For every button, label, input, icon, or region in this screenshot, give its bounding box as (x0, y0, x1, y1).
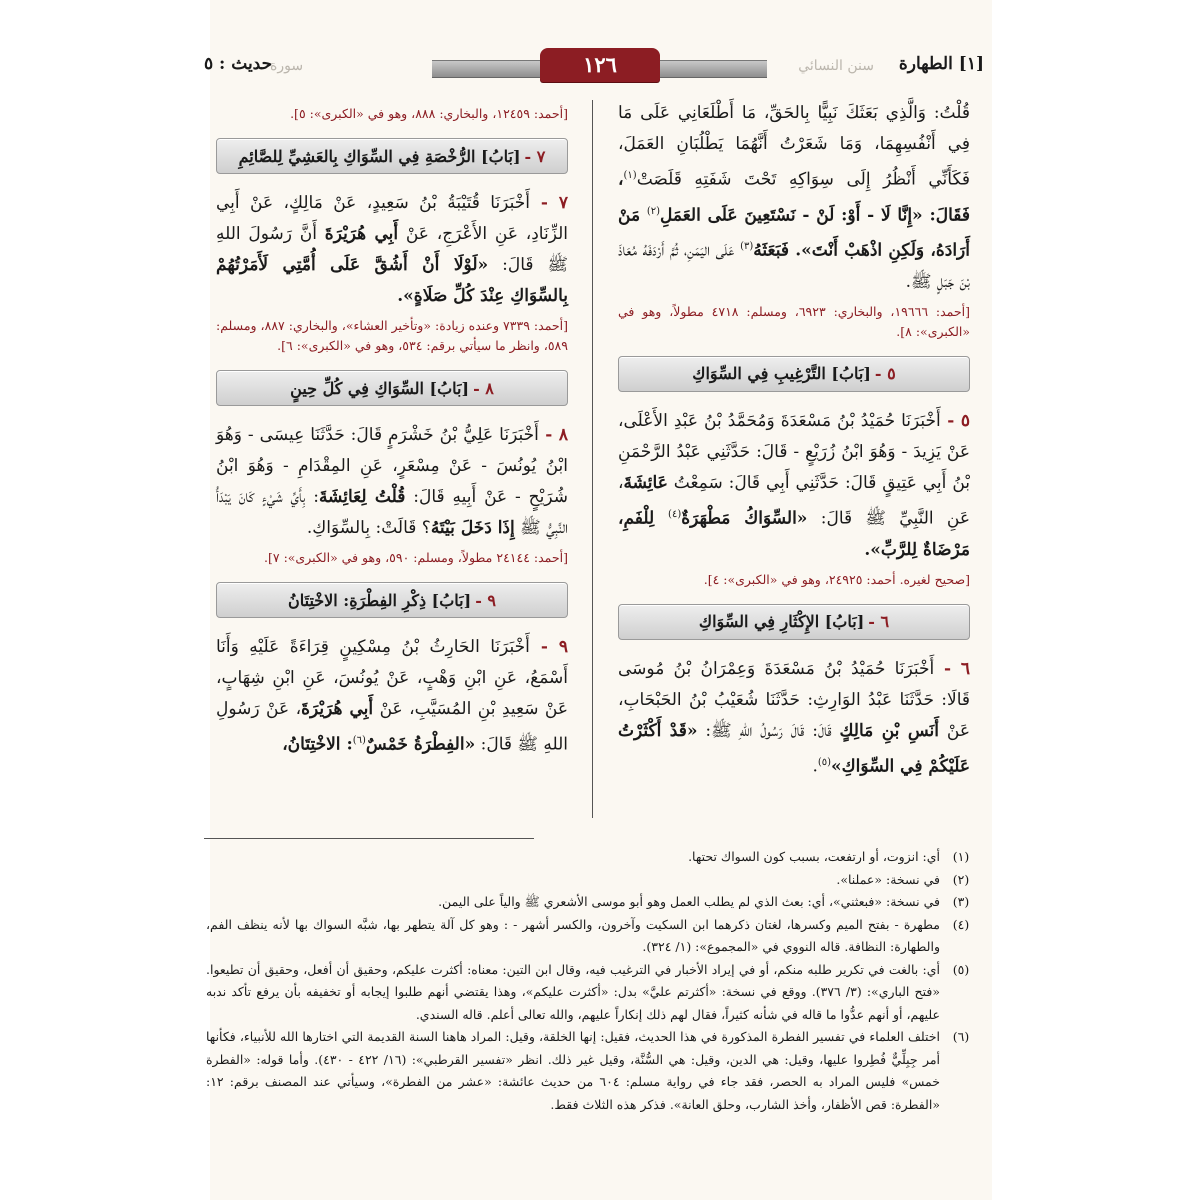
left-column (216, 98, 568, 833)
chapter-number: ٩ - (475, 585, 496, 616)
text: : بِأَيِّ شَيْءٍ كَانَ يَبْدَأُ النَّبِيُّ ﷺ (216, 487, 568, 538)
footnote-number: (٢) (952, 871, 970, 887)
column-divider (592, 100, 593, 818)
text: قَالَ: قَالَ رَسُولُ اللهِ ﷺ: (697, 720, 840, 741)
chapter-heading-9 (216, 582, 568, 618)
narrator-name: أَبِي هُرَيْرَةَ (324, 224, 399, 244)
footnote-3 (206, 891, 982, 914)
text: أَخْبَرَنَا الحَارِثُ بْنُ مِسْكِينٍ قِرَاءَةً عَلَيْهِ وَأَنَا أَسْمَعُ، عَنِ ابْنِ وَهْبٍ، عَنْ يُونُسَ، عَنِ ابْنِ شِهَابٍ، عَنْ سَعِيدِ بْنِ المُسَيَّبِ، عَنْ (216, 637, 569, 719)
chapter-heading-6 (618, 604, 970, 640)
narrator-name: عَائِشَةَ (623, 472, 668, 493)
chapter-title: [١] الطهارة (898, 54, 984, 74)
faded-left-title: سورة (270, 58, 304, 74)
chapter-heading-7 (216, 138, 568, 174)
footnote-text: اختلف العلماء في تفسير الفطرة المذكورة في هذا الحديث، فقيل: إنها الخلقة، وقيل: المراد هاهنا السنة القديمة التي اختارها الله للأنبياء، فكأنها أمر جِبِلِّيٌّ فُطِروا عليها، وقيل: هي الدين، وقيل: هي السُّنَّة، وقيل غير ذلك. انظر «تفسير القرطبي»: (١٦/ ٤٢٢ - ٤٣٠). وأما قوله: «الفطرة خمس» فليس المراد به الحصر، فقد جاء في رواية مسلم: ٦٠٤ من حديث عائشة: «عشر من الفطرة»، وسيأتي عند المصنف برقم: ١٢: «الفطرة: قص الأظفار، وأخذ الشارب، وحلق العانة». فذكر هذه الثلاث فقط. (206, 1029, 941, 1112)
hadith-number: ٩ - (530, 637, 568, 657)
faded-running-title: سنن النسائي (798, 58, 874, 74)
hadith-number: ٦ - (934, 659, 970, 679)
hadith-reference: [أحمد: ١٩٦٦٦، والبخاري: ٦٩٢٣، ومسلم: ٤٧١٨ مطولاً، وهو في «الكبرى»: ٨]. (618, 303, 970, 339)
narrator-name: أَبِي هُرَيْرَةَ (301, 699, 374, 719)
text: أَنَّ رَسُولَ اللهِ ﷺ قَالَ: (216, 224, 569, 275)
chapter-number: ٥ - (875, 358, 896, 389)
footnote-text: أي: بالغت في تكرير طلبه منكم، أو في إيراد الأخبار في الترغيب فيه، وقال ابن التين: معناه: أكثرت عليكم، وحقيق أن أفعل، وحقيق أن تطيعوا. «فتح الباري»: (٣/ ٣٧٦). ووقع في نسخة: «أكثرتم عليَّ» بدل: «أكثرت عليكم»، وهذا يقتضي أنهم طلبوا إيجابه أو تخفيفه بأن يرفع تأكد ندبه عليهم، أو أنهم عدُّوا ما قاله في شأنه كثيراً، فقال لهم ذلك إنكاراً عليهم، والله تعالى أعلم. قاله السندي. (206, 961, 940, 1022)
hadith-7 (216, 188, 568, 312)
chapter-title: [بَابُ] الرُّخْصَةِ فِي السِّوَاكِ بِالعَشِيِّ لِلصَّائِمِ (238, 146, 521, 166)
prophet-quote: «لَوْلَا أَنْ أَشُقَّ عَلَى أُمَّتِي لَأَمَرْتُهُمْ بِالسِّوَاكِ عِنْدَ كُلِّ صَلَاةٍ». (216, 255, 568, 306)
chapter-number: ٦ - (868, 606, 889, 637)
right-column (618, 98, 970, 833)
hadith-8 (216, 420, 568, 544)
chapter-title: [بَابُ] الإِكْثَارِ فِي السِّوَاكِ (698, 612, 865, 632)
footnote-number: (١) (952, 849, 970, 864)
footnote-ref[interactable]: (٦) (352, 735, 366, 746)
footnote-6 (206, 1026, 982, 1116)
text: أَخْبَرَنَا عَلِيُّ بْنُ خَشْرَمٍ قَالَ: حَدَّثَنَا عِيسَى - وَهُوَ ابْنُ يُونُسَ - عَنْ مِسْعَرٍ، عَنِ المِقْدَامِ - وَهُوَ ابْنُ شُرَيْحٍ - عَنْ أَبِيهِ قَالَ: (216, 425, 568, 507)
text: . (812, 756, 818, 777)
chapter-title: [بَابُ] السِّوَاكِ فِي كُلِّ حِينٍ (290, 378, 470, 398)
hadith-5 (618, 406, 970, 566)
footnote-number: (٤) (952, 916, 970, 932)
hadith-reference: [أحمد: ٢٤١٤٤ مطولاً، ومسلم: ٥٩٠، وهو في «الكبرى»: ٧]. (264, 550, 568, 565)
prophet-quote: : الاخْتِتَانُ، (282, 734, 353, 755)
prophet-quote: مَنْ أَرَادَهُ، وَلَكِنِ اذْهَبْ أَنْتَ». فَبَعَثَهُ (618, 205, 970, 261)
text: أَخْبَرَنَا حُمَيْدُ بْنُ مَسْعَدَةَ وَمُحَمَّدُ بْنُ عَبْدِ الأَعْلَى، عَنْ يَزِيدَ - وَهُوَ ابْنُ زُرَيْعٍ - قَالَ: حَدَّثَنِي عَبْدُ الرَّحْمَنِ بْنُ أَبِي عَتِيقٍ قَالَ: حَدَّثَنِي أَبِي قَالَ: سَمِعْتُ (618, 410, 970, 493)
prophet-quote: إِذَا دَخَلَ بَيْتَهُ (430, 518, 515, 538)
footnote-ref[interactable]: (٤) (668, 508, 682, 520)
footnote-5 (206, 959, 982, 1027)
prophet-quote: «الفِطْرَةُ خَمْسٌ (365, 734, 476, 755)
narrator-name: أَنَسِ بْنِ مَالِكٍ (839, 720, 939, 741)
hadith-4-continuation (618, 98, 970, 298)
footnote-ref[interactable]: (٣) (740, 241, 754, 253)
hadith-6 (618, 654, 970, 783)
footnote-number: (٦) (952, 1029, 970, 1044)
chapter-number: ٧ - (525, 141, 546, 172)
text: ، عَنْ رَسُولِ اللهِ ﷺ قَالَ: (216, 699, 568, 755)
hadith-label: حديث : ٥ (204, 54, 273, 74)
page-number-badge: ١٢٦ (540, 48, 660, 82)
chapter-heading-5 (618, 356, 970, 392)
footnote-text: في نسخة: «فبعثني»، أي: بعث الذي لم يطلب العمل وهو أبو موسى الأشعري ﷺ والياً على اليمن. (438, 894, 940, 909)
hadith-reference: [أحمد: ٧٣٣٩ وعنده زيادة: «وتأخير العشاء»، والبخاري: ٨٨٧، ومسلم: ٥٨٩، وانظر ما سيأتي برقم: ٥٣٤، وهو في «الكبرى»: ٦]. (216, 318, 568, 353)
page-header (204, 48, 992, 88)
prophet-quote: لِلْفَمِ، مَرْضَاةٌ لِلرَّبِّ». (618, 508, 970, 560)
footnote-text: أي: انزوت، أو ارتفعت، بسبب كون السواك تحتها. (688, 849, 940, 864)
prophet-quote: «السِّوَاكُ مَطْهَرَةٌ (681, 508, 808, 529)
narrator-name: قُلْتُ لِعَائِشَةَ (318, 487, 406, 507)
text: ؟ قَالَتْ: بِالسِّوَاكِ. (306, 518, 431, 538)
hadith-reference: [أحمد: ١٢٤٥٩، والبخاري: ٨٨٨، وهو في «الكبرى»: ٥]. (290, 106, 568, 121)
footnote-ref[interactable]: (٢) (646, 205, 661, 217)
footnote-2 (206, 869, 982, 892)
book-page (204, 0, 992, 1200)
footnote-ref[interactable]: (١) (623, 170, 637, 181)
footnotes (206, 846, 982, 1116)
footnote-4 (206, 914, 982, 959)
footnote-text: مطهرة - بفتح الميم وكسرها، لغتان ذكرهما ابن السكيت وآخرون، والكسر أشهر - : وهو كل آلة يتطهر بها، شبَّه السواك بها لأنه ينظف الفم، والطهارة: النظافة. قاله النووي في «المجموع»: (١/ ٣٢٤). (206, 916, 940, 954)
text: قُلْتُ: وَالَّذِي بَعَثَكَ نَبِيًّا بِالحَقِّ، مَا أَطْلَعَانِي عَلَى مَا فِي أَنْفُسِهِمَا، وَمَا شَعَرْتُ أَنَّهُمَا يَطْلُبَانِ العَمَلَ، فَكَأَنِّي أَنْظُرُ إِلَى سِوَاكِهِ تَحْتَ شَفَتِهِ قَلَصَتْ (618, 103, 970, 190)
text: أَخْبَرَنَا حُمَيْدُ بْنُ مَسْعَدَةَ وَعِمْرَانُ بْنُ مُوسَى قَالَا: حَدَّثَنَا عَبْدُ الوَارِثِ: حَدَّثَنَا شُعَيْبُ بْنُ الحَبْحَابِ، عَنْ (618, 658, 970, 741)
footnote-1 (206, 846, 982, 869)
chapter-number: ٨ - (473, 373, 494, 404)
chapter-title: [بَابُ] التَّرْغِيبِ فِي السِّوَاكِ (692, 364, 871, 384)
chapter-heading-8 (216, 370, 568, 406)
footnote-number: (٥) (952, 961, 970, 977)
hadith-number: ٨ - (539, 425, 568, 445)
footnote-number: (٣) (952, 894, 970, 909)
hadith-9 (216, 632, 568, 761)
hadith-number: ٥ - (941, 411, 970, 431)
text: أَخْبَرَنَا قُتَيْبَةُ بْنُ سَعِيدٍ، عَنْ مَالِكٍ، عَنْ أَبِي الزِّنَادِ، عَنِ الأَعْرَجِ، عَنْ (216, 193, 568, 244)
footnote-separator (204, 838, 534, 839)
footnote-text: في نسخة: «عملنا». (836, 871, 940, 887)
footnote-ref[interactable]: (٥) (817, 756, 832, 768)
prophet-quote: ، فَقَالَ: «إِنَّا لَا - أَوْ: لَنْ - نَسْتَعِينَ عَلَى العَمَلِ (618, 169, 970, 226)
text: عَلَى اليَمَنِ، ثُمَّ أَرْدَفَهُ مُعَاذَ بْنَ جَبَلٍ ﷺ. (618, 240, 970, 292)
hadith-reference: [صحيح لغيره. أحمد: ٢٤٩٢٥، وهو في «الكبرى»: ٤]. (703, 571, 970, 587)
prophet-quote: «قَدْ أَكْثَرْتُ عَلَيْكُمْ فِي السِّوَاكِ» (618, 720, 970, 777)
chapter-title: [بَابُ] ذِكْرِ الفِطْرَةِ: الاخْتِتَانُ (287, 590, 472, 610)
hadith-number: ٧ - (530, 193, 568, 213)
text: ، عَنِ النَّبِيِّ ﷺ قَالَ: (618, 472, 970, 529)
